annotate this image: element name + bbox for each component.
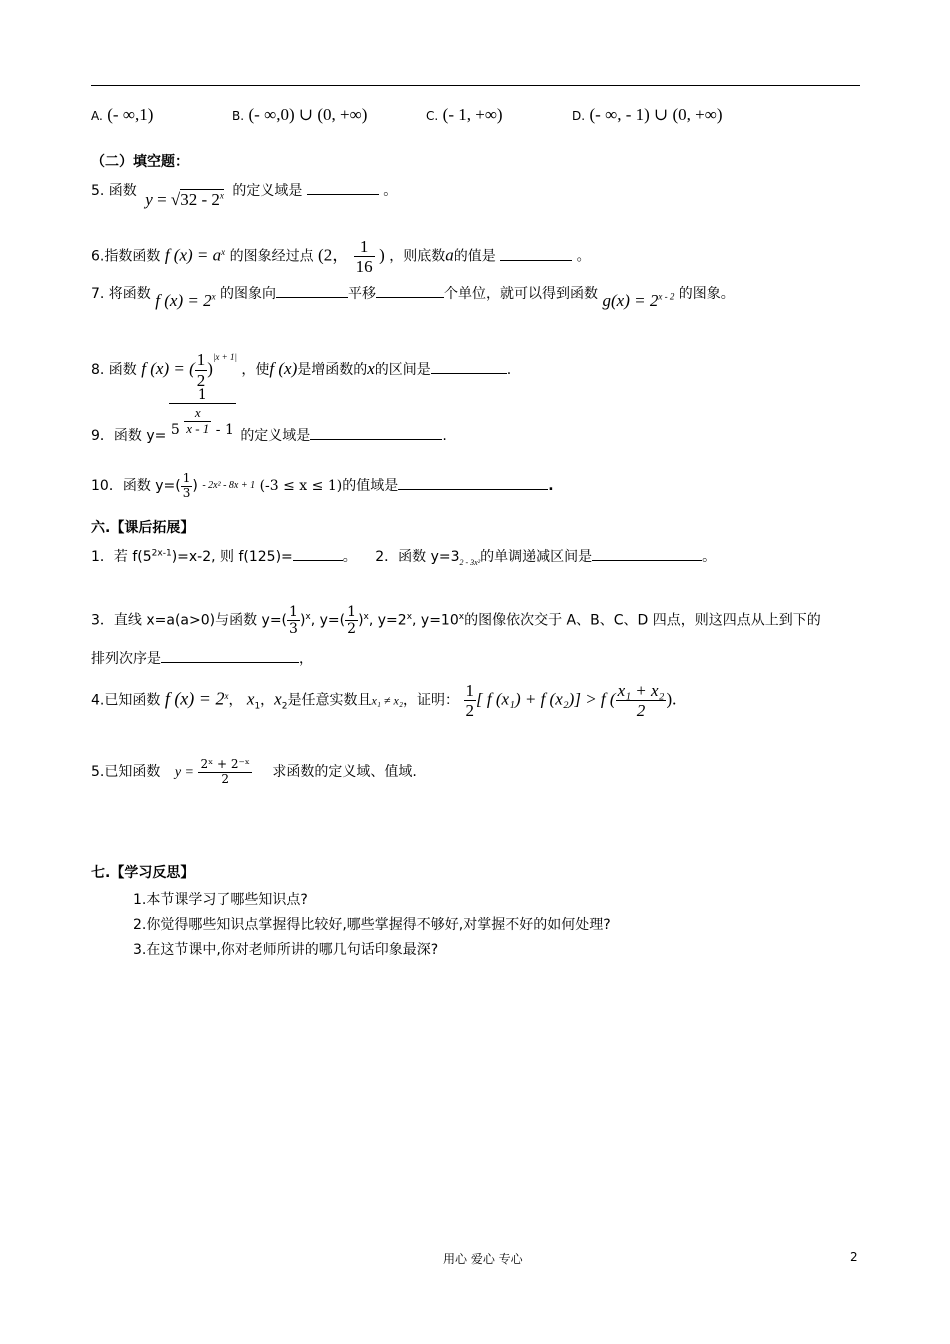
question-9: 9．函数 y= 1 5 $\frac{x}{x - 1}$ - 1 的定义域是 . (91, 387, 447, 444)
q8-answer-blank[interactable] (431, 359, 507, 374)
q6-fraction: $\frac{1}{16}$ (355, 236, 373, 277)
extension-3-line2: 排列次序是 ， (91, 648, 313, 668)
reflect-item-2: 2.你觉得哪些知识点掌握得比较好,哪些掌握得不够好,对掌握不好的如何处理? (133, 917, 611, 933)
q10-fraction: $\frac{1}{3}$ (182, 470, 191, 500)
q8-fraction: $\frac{1}{2}$ (196, 349, 206, 390)
question-8: 8. 函数 f (x) = ( $\frac{1}{2}$ )$^{|x + 1|}$ ，使f (x)是增函数的x的区间是 . (91, 349, 512, 390)
option-c: C. (- 1, +∞) (426, 105, 503, 124)
ext3-answer-blank[interactable] (161, 648, 299, 663)
q6-answer-blank[interactable] (500, 246, 572, 261)
reflect-item-3: 3.在这节课中,你对老师所讲的哪几句话印象最深? (133, 942, 439, 958)
section-fill-title: （二）填空题： (91, 154, 189, 170)
q7-direction-blank[interactable] (276, 283, 348, 298)
reflect-item-1: 1.本节课学习了哪些知识点? (133, 892, 308, 908)
option-a: A. (- ∞,1) (91, 105, 154, 124)
option-b: B. (- ∞,0) ∪ (0, +∞) (232, 105, 368, 124)
q7-units-blank[interactable] (376, 283, 444, 298)
ext1-answer-blank[interactable] (293, 546, 343, 561)
section-6-title: 六.【课后拓展】 (91, 520, 195, 536)
extension-4: 4.已知函数 f $(x) = 2^x$， $x_1$，$x_2$是任意实数且x₁ ≠ x₂，证明： $\frac{1}{2}$ [ f (x₁) + f (x₂)] > f ( $\frac{\text{x₁ + x₂}}{2}$ ). (91, 680, 677, 721)
header-rule (91, 85, 860, 86)
q9-fraction: 1 5 $\frac{x}{x - 1}$ - 1 (170, 387, 234, 438)
question-6: 6.指数函数 f $(x) = a^x$ 的图象经过点 (2， $\frac{1}{16}$ ) ，则底数a的值是 。 (91, 236, 591, 277)
question-10: 10．函数 y=( $\frac{1}{3}$ ) - 2x² - 8x + 1 (-3 ≤ x ≤ 1)的值域是 . (91, 470, 554, 500)
ext2-answer-blank[interactable] (592, 546, 702, 561)
option-d: D. (- ∞, - 1) ∪ (0, +∞) (572, 105, 723, 124)
question-5: 5. 函数 y = √32 - 2$^x$ 的定义域是 。 (91, 180, 397, 200)
extension-3: 3．直线 x=a(a>0)与函数 y=( $\frac{1}{3}$ )$^x$, y=( $\frac{1}{2}$ )$^x$, $y=2^x$, $y=10^x$的图像依次交于 A、B、C、D 四点，则这四点从上到下的 (91, 604, 821, 638)
page-number: 2 (850, 1250, 858, 1264)
footer-text: 用心 爱心 专心 (443, 1252, 523, 1266)
q5-formula: y = √32 - 2$^x$ (145, 190, 224, 209)
section-7-title: 七.【学习反思】 (91, 865, 195, 881)
q9-answer-blank[interactable] (310, 425, 442, 440)
question-7: 7. 将函数 f $(x) = 2^x$ 的图象向 平移 个单位，就可以得到函数 $g(x) = 2^{x - 2}$ 的图象。 (91, 283, 735, 303)
extension-5: 5.已知函数 y = $\frac{\text{2ˣ + 2⁻ˣ}}{2}$ 求函数的定义域、值域. (91, 756, 417, 786)
extension-1-2: 1．若 $f(5^{2x-1})=x-2$, 则 f(125)= 。 2．函数 $y=3_{2 - 3x^2}$的单调递减区间是 。 (91, 546, 716, 567)
q10-answer-blank[interactable] (398, 475, 548, 490)
q5-answer-blank[interactable] (307, 180, 379, 195)
